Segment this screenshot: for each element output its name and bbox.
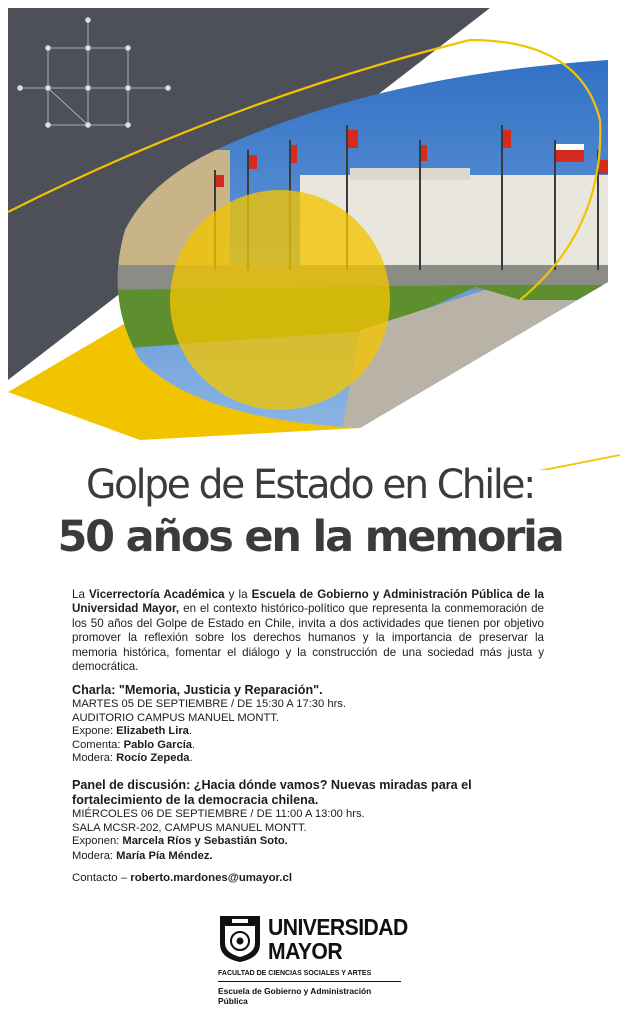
intro-text-3: en el contexto histórico-político que representa la conmemoración de los 50 años del Golpe de Estado en Chile, invita a dos actividades que tienen por objetivo promover la reflexión sobre los derechos humanos y la importancia de preservar la memoria histórica, fomentar el diálogo y la construcción de una sociedad más justa y democrática. <box>72 602 544 674</box>
charla-heading: Charla: "Memoria, Justicia y Reparación". <box>72 683 323 697</box>
charla-when: MARTES 05 DE SEPTIEMBRE / DE 15:30 A 17:30 hrs. <box>72 698 347 710</box>
university-logo <box>216 912 416 1012</box>
charla-where: AUDITORIO CAMPUS MANUEL MONTT. <box>72 711 279 724</box>
panel-when: MIÉRCOLES 06 DE SEPTIEMBRE / DE 11:00 A 13:00 hrs. <box>72 808 365 820</box>
charla-expone-label: Expone: <box>72 725 117 738</box>
logo-name-line-1: UNIVERSIDAD <box>268 914 408 940</box>
charla-comenta: Comenta: Pablo García. <box>72 738 196 751</box>
shield-icon <box>218 914 262 964</box>
charla-modera-label: Modera: <box>72 752 117 765</box>
contact-email[interactable]: roberto.mardones@umayor.cl <box>130 872 293 884</box>
charla-comenta-label: Comenta: <box>72 738 124 751</box>
logo-school: Escuela de Gobierno y Administración Pública <box>218 986 372 1006</box>
panel-modera-name: María Pía Méndez. <box>116 849 213 862</box>
intro-bold-1: Vicerrectoría Académica <box>88 588 225 601</box>
intro-paragraph <box>72 588 544 674</box>
panel-modera-label: Modera: <box>72 849 117 862</box>
panel-exponen-label: Exponen: <box>72 835 123 848</box>
intro-bold-2: Escuela de Gobierno y Administración Pública de la Universidad Mayor, <box>72 588 544 616</box>
panel-exponen-names: Marcela Ríos y Sebastián Soto. <box>122 835 288 848</box>
charla-comenta-name: Pablo García <box>123 738 193 751</box>
charla-modera: Modera: Rocío Zepeda. <box>72 752 193 765</box>
title-line-2: 50 años en la memoria <box>57 512 563 562</box>
panel-exponen <box>72 835 552 849</box>
intro-text-1: La <box>72 588 89 601</box>
panel-block <box>72 778 552 863</box>
contact-line <box>72 872 292 884</box>
logo-divider <box>218 981 401 982</box>
title-line-1: Golpe de Estado en Chile: <box>85 462 535 508</box>
charla-expone: Expone: Elizabeth Lira. <box>72 725 193 738</box>
intro-text-2: y la <box>224 588 252 601</box>
panel-modera <box>72 850 552 864</box>
charla-block <box>72 683 552 766</box>
panel-where: SALA MCSR-202, CAMPUS MANUEL MONTT. <box>72 821 307 834</box>
charla-modera-name: Rocío Zepeda <box>116 752 190 765</box>
logo-faculty: FACULTAD DE CIENCIAS SOCIALES Y ARTES <box>218 970 372 977</box>
charla-expone-name: Elizabeth Lira <box>116 725 189 738</box>
logo-name-line-2: MAYOR <box>268 938 343 964</box>
contact-label: Contacto – <box>72 872 131 884</box>
panel-heading: Panel de discusión: ¿Hacia dónde vamos? Nuevas miradas para el fortalecimiento de la democracia chilena. <box>72 778 472 807</box>
hero-illustration <box>0 0 620 470</box>
